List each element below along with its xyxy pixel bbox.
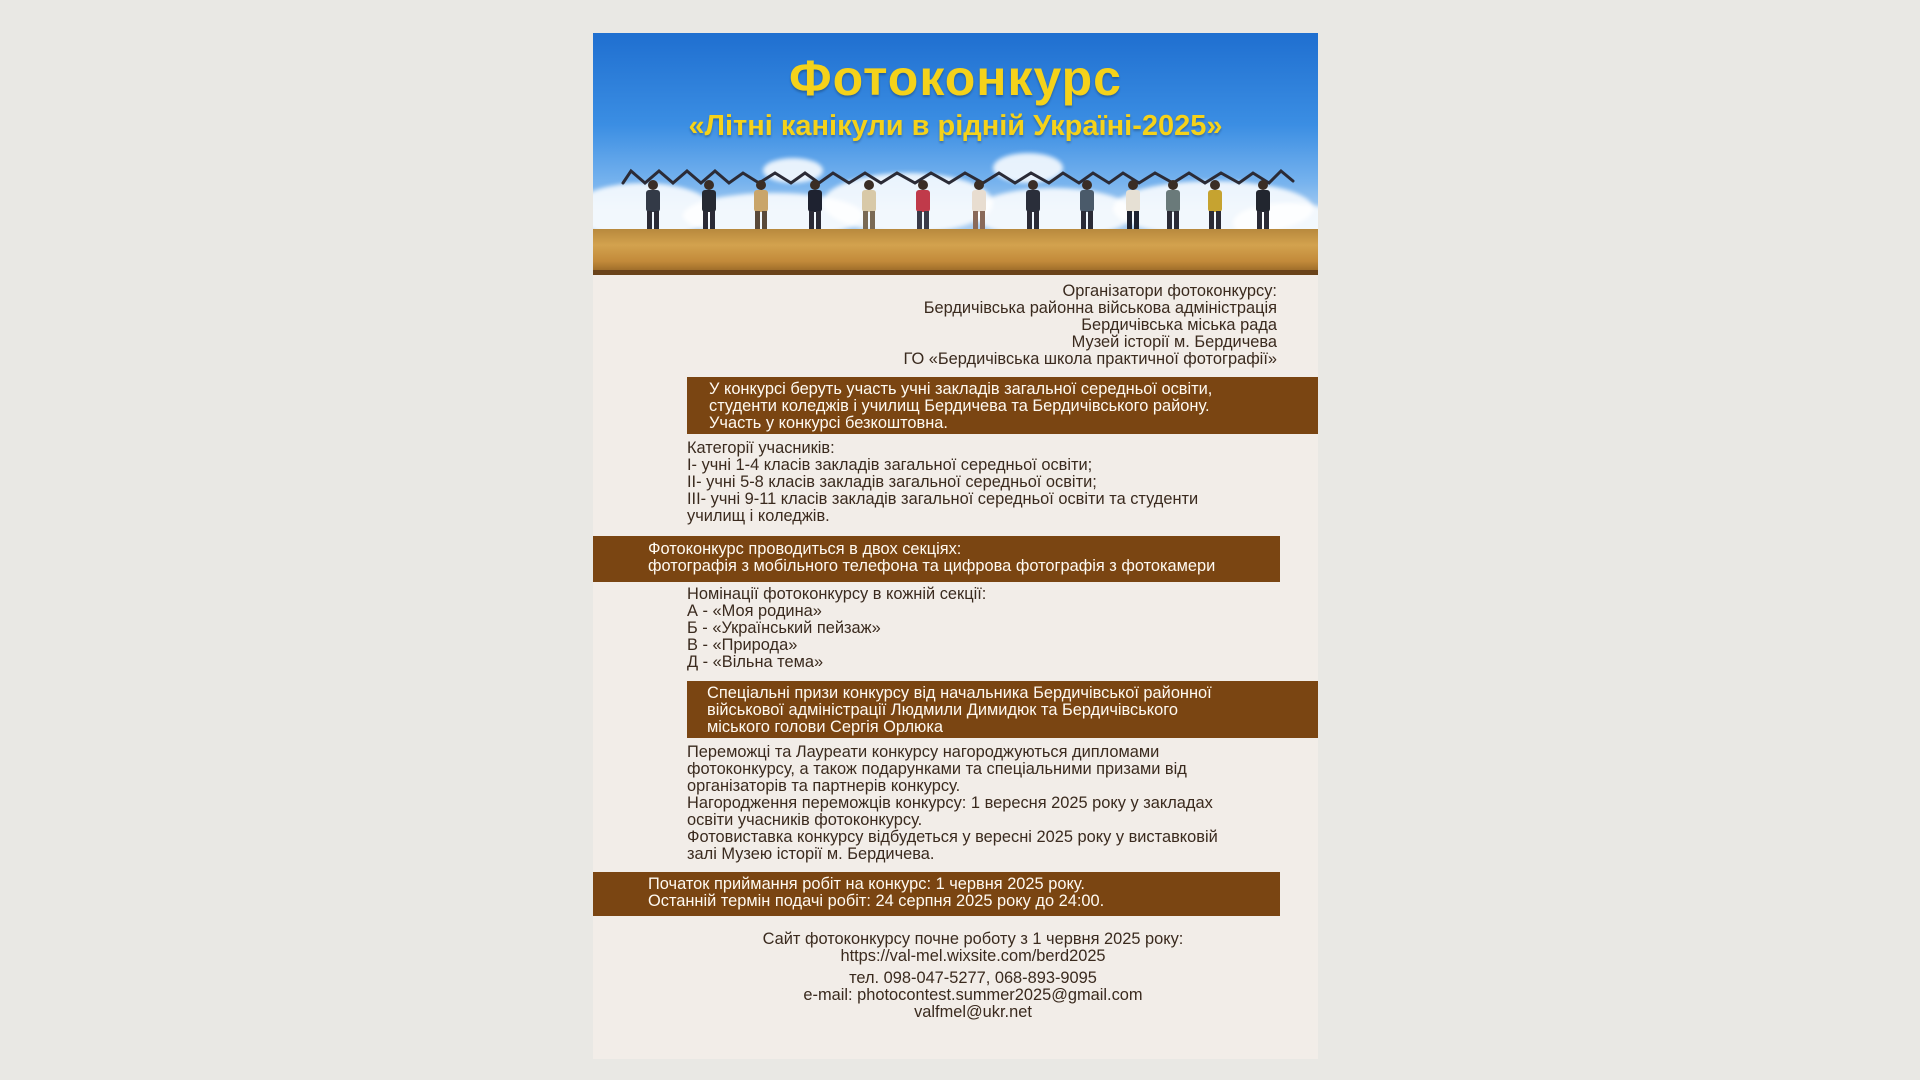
organizer-item: Музей історії м. Бердичева xyxy=(1071,333,1277,351)
banner-photo xyxy=(593,33,1318,275)
awards-line: залі Музею історії м. Бердичева. xyxy=(687,845,935,863)
awards-line: Переможці та Лауреати конкурсу нагороджуються дипломами xyxy=(687,743,1160,761)
phone-numbers: тел. 098-047-5277, 068-893-9095 xyxy=(849,969,1097,987)
nomination-item: В - «Природа» xyxy=(687,636,798,654)
awards-line: Фотовиставка конкурсу відбудеться у вересні 2025 року у виставковій xyxy=(687,828,1218,846)
banner-subtitle: «Літні канікули в рідній Україні-2025» xyxy=(688,110,1223,142)
prizes-line: міського голови Сергія Орлюка xyxy=(707,718,943,736)
people-group xyxy=(646,180,1270,235)
participation-bar xyxy=(687,377,1318,434)
participation-line: Участь у конкурсі безкоштовна. xyxy=(709,414,948,432)
awards-line: освіти учасників фотоконкурсу. xyxy=(687,811,923,829)
awards-line: організаторів та партнерів конкурсу. xyxy=(687,777,961,795)
wheat-field xyxy=(593,229,1318,275)
email-secondary[interactable]: valfmel@ukr.net xyxy=(914,1003,1032,1021)
nomination-item: Д - «Вільна тема» xyxy=(687,653,824,671)
email-primary[interactable]: e-mail: photocontest.summer2025@gmail.com xyxy=(803,986,1143,1004)
prizes-line: Спеціальні призи конкурсу від начальника Бердичівської районної xyxy=(707,684,1212,702)
nominations-heading: Номінації фотоконкурсу в кожній секції: xyxy=(687,585,987,603)
dates-bar xyxy=(593,872,1280,916)
organizer-item: ГО «Бердичівська школа практичної фотографії» xyxy=(903,350,1277,368)
sections-line: Фотоконкурс проводиться в двох секціях: xyxy=(648,540,962,558)
site-announcement: Сайт фотоконкурсу почне роботу з 1 червня 2025 року: xyxy=(762,930,1184,948)
categories-heading: Категорії учасників: xyxy=(687,439,835,457)
category-item: III- учні 9-11 класів закладів загальної середньої освіти та студенти xyxy=(687,490,1199,508)
organizer-item: Бердичівська міська рада xyxy=(1081,316,1277,334)
poster xyxy=(593,33,1318,1059)
organizer-item: Бердичівська районна військова адміністрація xyxy=(923,299,1277,317)
category-item: II- учні 5-8 класів закладів загальної середньої освіти; xyxy=(687,473,1097,491)
dates-line: Останній термін подачі робіт: 24 серпня 2025 року до 24:00. xyxy=(648,892,1105,910)
category-item: I- учні 1-4 класів закладів загальної середньої освіти; xyxy=(687,456,1093,474)
nomination-item: Б - «Український пейзаж» xyxy=(687,619,881,637)
site-url-link[interactable]: https://val-mel.wixsite.com/berd2025 xyxy=(840,947,1106,965)
organizers-heading: Організатори фотоконкурсу: xyxy=(1062,282,1277,300)
category-item: училищ і коледжів. xyxy=(687,507,830,525)
awards-line: Нагородження переможців конкурсу: 1 вересня 2025 року у закладах xyxy=(687,794,1213,812)
field-edge xyxy=(593,270,1318,275)
nomination-item: А - «Моя родина» xyxy=(687,602,822,620)
awards-line: фотоконкурсу, а також подарунками та спеціальними призами від xyxy=(687,760,1187,778)
participation-line: студенти коледжів і училищ Бердичева та Бердичівського району. xyxy=(709,397,1210,415)
banner-title: Фотоконкурс xyxy=(789,50,1122,106)
dates-line: Початок приймання робіт на конкурс: 1 червня 2025 року. xyxy=(648,875,1085,893)
prizes-line: військової адміністрації Людмили Димидюк та Бердичівського xyxy=(707,701,1178,719)
prizes-bar xyxy=(687,681,1318,738)
sections-bar xyxy=(593,536,1280,582)
participation-line: У конкурсі беруть участь учні закладів загальної середньої освіти, xyxy=(709,380,1213,398)
sections-line: фотографія з мобільного телефона та цифрова фотографія з фотокамери xyxy=(648,557,1216,575)
